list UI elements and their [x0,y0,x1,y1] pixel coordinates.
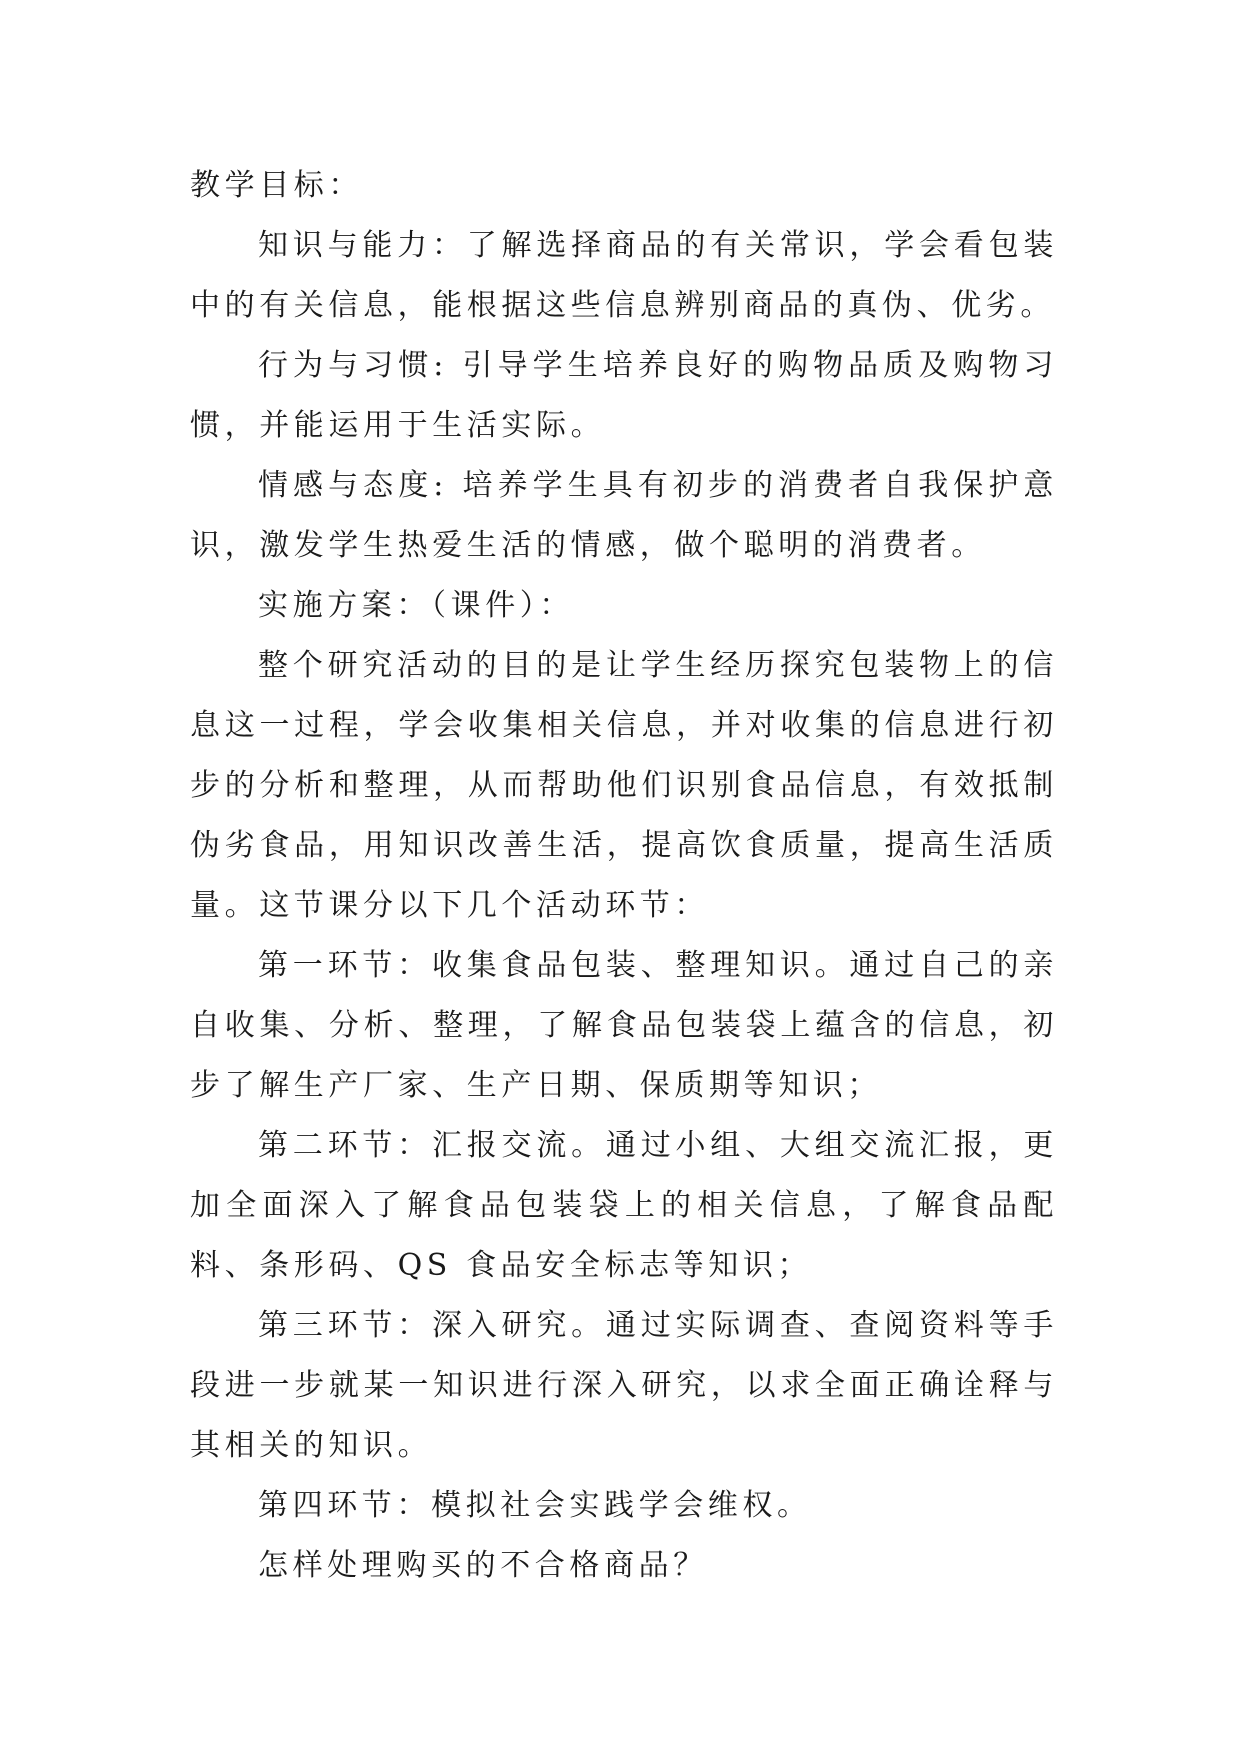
paragraph-stage-two: 第二环节：汇报交流。通过小组、大组交流汇报，更加全面深入了解食品包装袋上的相关信息，了解食品配料、条形码、QS 食品安全标志等知识； [190,1128,1058,1283]
paragraph-activity-purpose: 整个研究活动的目的是让学生经历探究包装物上的信息这一过程，学会收集相关信息，并对收集的信息进行初步的分析和整理，从而帮助他们识别食品信息，有效抵制伪劣食品，用知识改善生活，提高饮食质量，提高生活质量。这节课分以下几个活动环节： [190,648,1058,923]
paragraph-stage-four: 第四环节：模拟社会实践学会维权。 [258,1488,812,1523]
document-page [190,156,1058,1596]
paragraph-knowledge-ability: 知识与能力：了解选择商品的有关常识，学会看包装中的有关信息，能根据这些信息辨别商品的真伪、优劣。 [190,228,1058,323]
paragraph-implementation-plan: 实施方案：（课件）： [258,588,574,623]
paragraph-emotion-attitude: 情感与态度: 培养学生具有初步的消费者自我保护意识，激发学生热爱生活的情感，做个聪明的消费者。 [190,468,1058,563]
section-heading: 教学目标： [190,168,363,203]
paragraph-behavior-habits: 行为与习惯: 引导学生培养良好的购物品质及购物习惯，并能运用于生活实际。 [190,348,1058,443]
paragraph-stage-three: 第三环节：深入研究。通过实际调查、查阅资料等手段进一步就某一知识进行深入研究，以求全面正确诠释与其相关的知识。 [190,1308,1058,1463]
paragraph-question: 怎样处理购买的不合格商品？ [258,1548,708,1583]
paragraph-stage-one: 第一环节：收集食品包装、整理知识。通过自己的亲自收集、分析、整理，了解食品包装袋上蕴含的信息，初步了解生产厂家、生产日期、保质期等知识； [190,948,1058,1103]
